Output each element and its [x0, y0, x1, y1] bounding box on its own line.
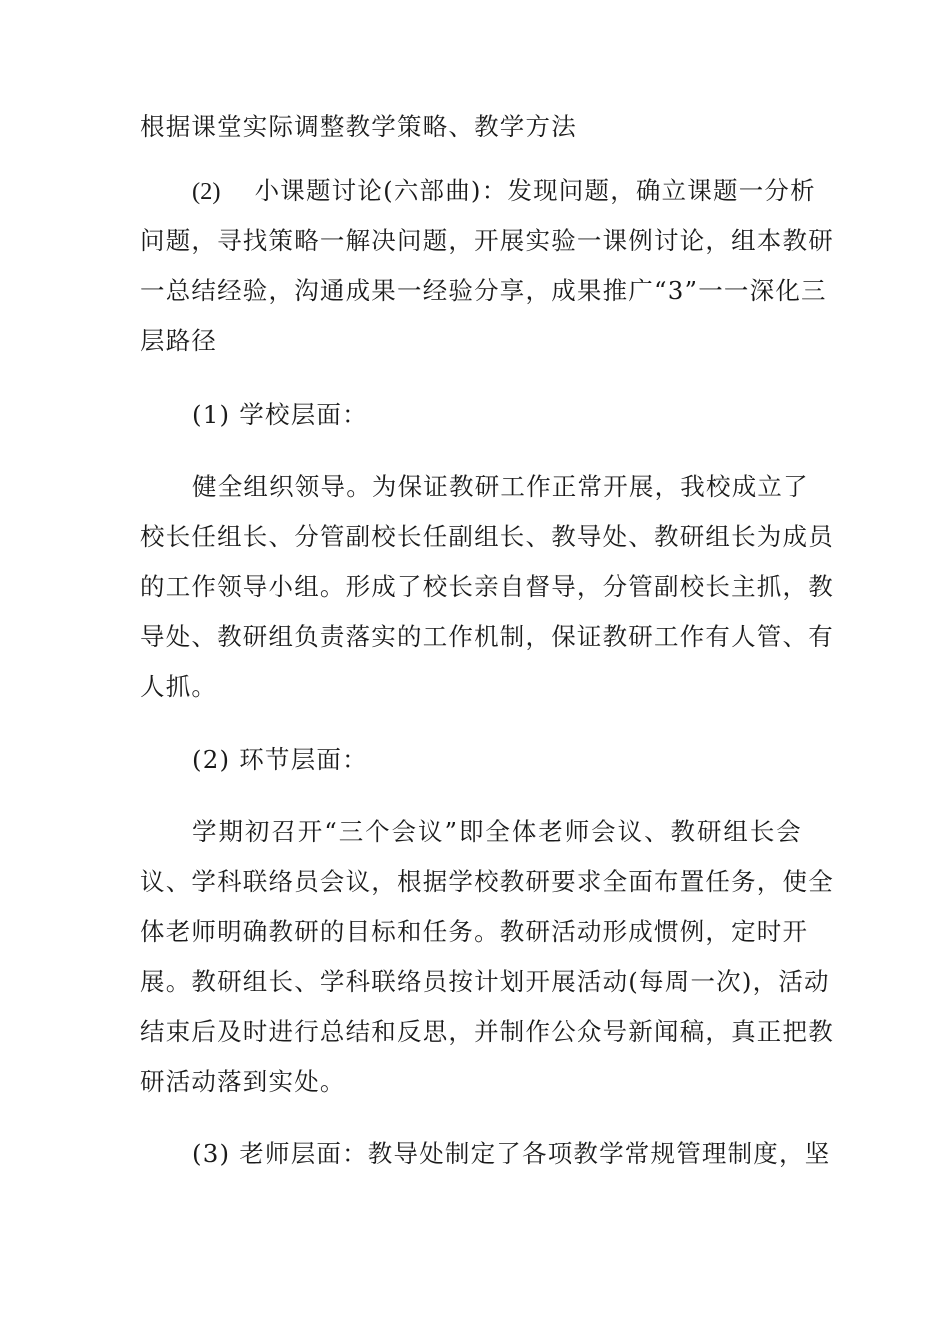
- paragraph-line: 体老师明确教研的目标和任务。教研活动形成惯例，定时开: [140, 917, 809, 946]
- section-heading: (2) 环节层面：: [192, 745, 368, 774]
- paragraph-line: 一总结经验，沟通成果一经验分享，成果推广“3”一一深化三: [140, 276, 827, 305]
- paragraph-line: 议、学科联络员会议，根据学校教研要求全面布置任务，使全: [140, 867, 834, 896]
- paragraph-line: 学期初召开“三个会议”即全体老师会议、教研组长会: [192, 817, 802, 846]
- paragraph-line: 研活动落到实处。: [140, 1067, 346, 1096]
- section-heading: (1) 学校层面：: [192, 400, 368, 429]
- paragraph-line: [192, 174, 816, 209]
- paragraph-line: 人抓。: [140, 672, 218, 701]
- paragraph-line: 展。教研组长、学科联络员按计划开展活动(每周一次)，活动: [140, 967, 830, 996]
- paragraph-line: 校长任组长、分管副校长任副组长、教导处、教研组长为成员: [140, 522, 834, 551]
- paragraph-line: 结束后及时进行总结和反思，并制作公众号新闻稿，真正把教: [140, 1017, 834, 1046]
- paragraph-line: 根据课堂实际调整教学策略、教学方法: [140, 112, 577, 141]
- paragraph-line: 层路径: [140, 326, 218, 355]
- paragraph-text: 小课题讨论(六部曲)：发现问题，确立课题一分析: [254, 176, 816, 205]
- section-heading: (3) 老师层面：教导处制定了各项教学常规管理制度，坚: [192, 1139, 831, 1168]
- paragraph-line: 问题，寻找策略一解决问题，开展实验一课例讨论，组本教研: [140, 226, 834, 255]
- list-number: (2): [192, 178, 221, 205]
- paragraph-line: 的工作领导小组。形成了校长亲自督导，分管副校长主抓，教: [140, 572, 834, 601]
- paragraph-line: 导处、教研组负责落实的工作机制，保证教研工作有人管、有: [140, 622, 834, 651]
- paragraph-line: 健全组织领导。为保证教研工作正常开展，我校成立了: [192, 472, 809, 501]
